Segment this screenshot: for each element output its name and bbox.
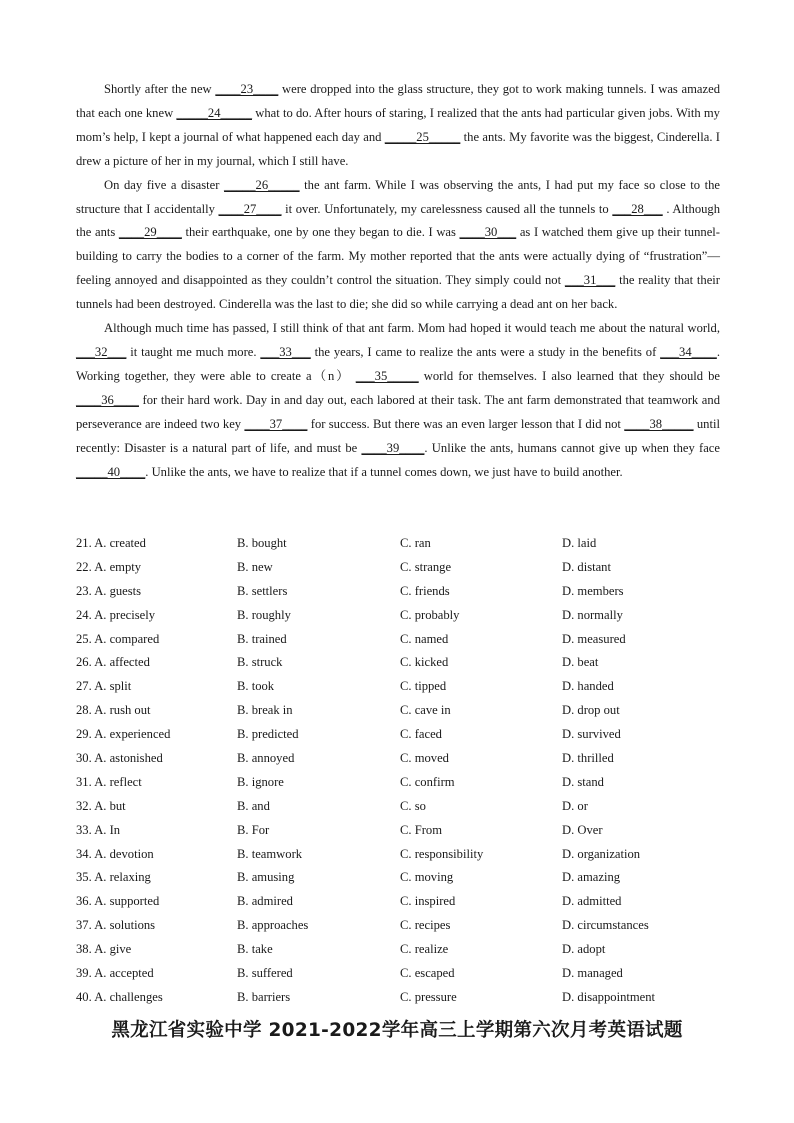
option-choice: D. admitted [562,894,622,909]
option-choice: D. circumstances [562,918,649,933]
option-row [76,723,716,747]
option-choice: C. friends [400,583,450,598]
option-choice: C. pressure [400,989,457,1004]
option-row [76,819,716,843]
option-choice: 24. A. precisely [76,607,156,622]
option-choice: B. new [237,559,273,574]
option-row [76,938,716,962]
option-choice: D. beat [562,655,599,670]
passage-text: it taught me much more. [126,344,261,359]
option-choice: 34. A. devotion [76,846,154,861]
option-row [76,675,716,699]
answer-blank: ___31___ [564,273,616,288]
passage-paragraph [76,317,720,484]
option-row [76,532,716,556]
option-row [76,651,716,675]
option-row [76,986,716,1010]
passage-text: world for themselves. I also learned that they should be [418,368,720,383]
option-row [76,747,716,771]
option-row [76,866,716,890]
option-choice: 21. A. created [76,536,146,550]
option-row [76,962,716,986]
option-choice: D. laid [562,536,597,550]
option-choice: D. normally [562,607,623,622]
option-choice: B. take [237,942,273,957]
option-choice: B. roughly [237,607,291,622]
passage-text: the reality that their tunnels had been destroyed. Cinderella was the last to die; she did so while carrying a dead ant on her back. [76,273,721,312]
option-choice: B. amusing [237,870,295,885]
option-choice: B. settlers [237,583,288,598]
option-choice: C. escaped [400,966,455,981]
option-choice: 36. A. supported [76,894,160,909]
passage-text: the ants. My favorite was the biggest, Cinderella. I drew a picture of her in my journal, which I still have. [76,129,721,168]
passage-text: it over. Unfortunately, my carelessness caused all the tunnels to [281,201,613,216]
answer-blank: ___35_____ [355,368,419,383]
option-choice: C. ran [400,536,431,550]
passage-paragraph [76,78,720,174]
option-choice: 26. A. affected [76,655,150,670]
passage-text: were dropped into the glass structure, they got to work making tunnels. I was amazed that each one knew [76,82,720,120]
passage-text: as I watched them give up their tunnel-building to carry the bodies to a corner of the farm. My mother reported that the ants were actually dying of “frustration”—feeling annoyed and disappointed as they couldn’t control the situation. They simply could not [76,225,720,288]
option-choice: 27. A. split [76,679,132,694]
option-choice: D. thrilled [562,751,614,766]
option-choice: 37. A. solutions [76,918,156,933]
option-choice: C. realize [400,942,449,957]
passage-text: the ant farm. While I was observing the ants, I had put my face so close to the structure that I accidentally [76,177,720,216]
answer-blank: ____30___ [459,225,517,240]
option-choice: B. barriers [237,989,291,1004]
option-choice: B. annoyed [237,751,295,766]
passage-text: . Working together, they were able to create a（n） [76,344,720,383]
passage-text: Shortly after the new [104,82,216,96]
option-choice: B. bought [237,536,287,550]
answer-blank: ____39____ [361,440,425,455]
option-choice: D. survived [562,727,621,742]
option-row [76,604,716,628]
option-row [76,914,716,938]
option-choice: C. moved [400,751,449,766]
option-row [76,795,716,819]
option-choice: 33. A. In [76,822,121,837]
option-choice: B. For [237,822,270,837]
option-choice: D. handed [562,679,614,694]
option-choice: D. organization [562,846,641,861]
answer-blank: ___32___ [76,344,127,359]
option-choice: B. struck [237,655,283,670]
passage-text: until recently: Disaster is a natural part of life, and must be [76,416,720,455]
option-choice: 22. A. empty [76,559,142,574]
option-choice: 30. A. astonished [76,751,163,766]
option-row [76,580,716,604]
option-choice: B. approaches [237,918,309,933]
option-choice: C. inspired [400,894,456,909]
option-choice: 38. A. give [76,942,132,957]
passage-text: On day five a disaster [104,177,225,192]
answer-blank: _____26_____ [224,177,300,192]
passage-text: the years, I came to realize the ants were a study in the benefits of [310,344,661,359]
option-choice: 29. A. experienced [76,727,171,742]
answer-blank: _____40____ [76,464,146,479]
option-choice: C. kicked [400,655,449,670]
option-choice: B. ignore [237,774,284,789]
option-choice: 25. A. compared [76,631,160,646]
option-choice: D. members [562,583,624,598]
options-list [76,532,716,1010]
option-choice: C. faced [400,727,442,742]
option-choice: C. tipped [400,679,447,694]
option-row [76,771,716,795]
option-choice: C. recipes [400,918,451,933]
passage-text: for success. But there was an even larger lesson that I did not [307,416,625,431]
option-choice: D. drop out [562,703,620,718]
option-choice: D. Over [562,822,603,837]
option-choice: 32. A. but [76,798,126,813]
passage-text: what to do. After hours of staring, I realized that the ants had particular given jobs. With my mom’s help, I kept a journal of what happened each day and [76,105,720,144]
option-choice: 31. A. reflect [76,774,142,789]
option-choice: C. strange [400,559,452,574]
document-title: 黑龙江省实验中学 2021-2022学年高三上学期第六次月考英语试题 [111,1020,683,1041]
option-choice: C. responsibility [400,846,484,861]
passage-text: their earthquake, one by one they began to die. I was [181,225,460,240]
option-choice: 23. A. guests [76,583,142,598]
answer-blank: ____23____ [215,82,279,96]
option-row [76,699,716,723]
answer-blank: ____29____ [118,225,182,240]
answer-blank: ____36____ [76,392,139,407]
option-choice: D. managed [562,966,623,981]
option-choice: 39. A. accepted [76,966,154,981]
option-choice: D. distant [562,559,611,574]
option-choice: C. cave in [400,703,451,718]
option-row [76,890,716,914]
passage-text: Although much time has passed, I still think of that ant farm. Mom had hoped it would teach me about the natural world, [104,321,720,336]
option-choice: C. named [400,631,449,646]
answer-blank: ___34____ [660,344,717,359]
answer-blank: ___33___ [260,344,311,359]
passage-text: . Unlike the ants, humans cannot give up when they face [424,440,720,455]
option-choice: D. measured [562,631,626,646]
passage-text: for their hard work. Day in and day out, each labored at their task. The ant farm demonstrated that teamwork and perseverance are indeed two key [76,392,720,431]
answer-blank: ___28___ [612,201,663,216]
option-choice: C. From [400,822,442,837]
option-choice: D. stand [562,774,604,789]
option-choice: B. trained [237,631,287,646]
answer-blank: ____38_____ [624,416,694,431]
passage-paragraph [76,174,720,317]
option-choice: C. moving [400,870,454,885]
option-row [76,628,716,652]
option-row [76,556,716,580]
option-choice: D. or [562,798,588,813]
answer-blank: ____27____ [218,201,282,216]
answer-blank: _____24_____ [176,105,252,120]
option-choice: B. break in [237,703,293,718]
option-choice: B. took [237,679,275,694]
option-choice: B. suffered [237,966,293,981]
option-choice: B. teamwork [237,846,303,861]
option-choice: D. adopt [562,942,606,957]
option-choice: 40. A. challenges [76,989,163,1004]
option-choice: C. probably [400,607,460,622]
passage-text: . Unlike the ants, we have to realize that if a tunnel comes down, we just have to build another. [145,464,623,479]
cloze-passage [76,78,720,484]
option-choice: 35. A. relaxing [76,870,151,885]
passage-text: . Although the ants [76,201,721,240]
option-choice: C. so [400,798,426,813]
option-row [76,843,716,867]
option-choice: 28. A. rush out [76,703,151,718]
option-choice: C. confirm [400,774,455,789]
answer-blank: ____37____ [244,416,308,431]
answer-blank: _____25_____ [384,129,461,144]
option-choice: D. disappointment [562,989,656,1004]
option-choice: B. and [237,798,270,813]
option-choice: D. amazing [562,870,621,885]
option-choice: B. admired [237,894,293,909]
option-choice: B. predicted [237,727,299,742]
